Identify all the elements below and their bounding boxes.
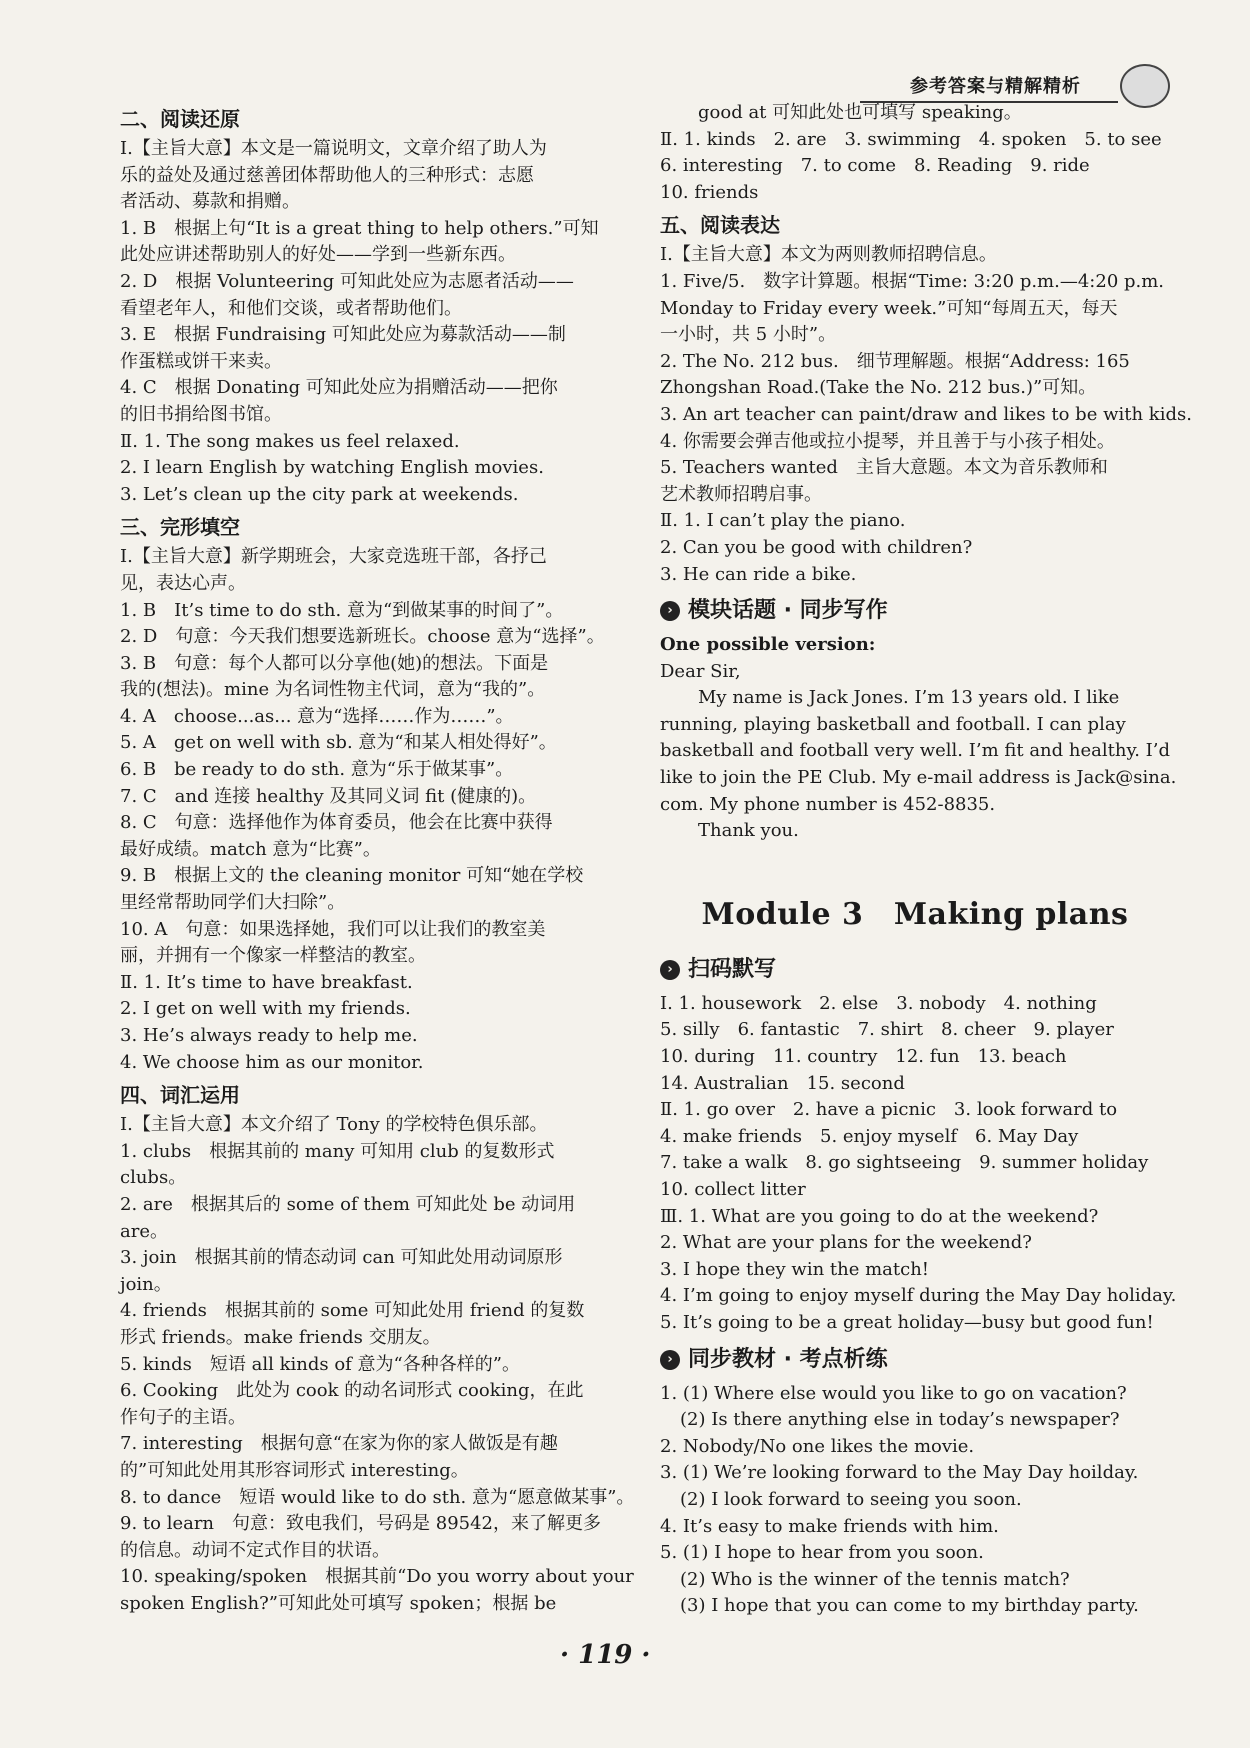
answer-line: join。 — [120, 1273, 172, 1295]
answer-line: 8. to dance 短语 would like to do sth. 意为“愿意做某事”。 — [120, 1486, 635, 1508]
answer-line: 5. (1) I hope to hear from you soon. — [660, 1542, 984, 1564]
answer-line: Ⅱ. 1. The song makes us feel relaxed. — [120, 430, 460, 452]
answer-line: 10. collect litter — [660, 1179, 806, 1200]
answer-line: 10. friends — [660, 181, 759, 203]
right-column — [660, 100, 1192, 1620]
answer-line: 4. I’m going to enjoy myself during the May Day holiday. — [660, 1285, 1177, 1307]
section-heading: 三、完形填空 — [120, 515, 240, 540]
answer-line: 10. during 11. country 12. fun 13. beach — [660, 1046, 1067, 1068]
answer-line: 7. C and 连接 healthy 及其同义词 fit (健康的)。 — [120, 785, 537, 807]
block-heading — [660, 594, 1170, 628]
answer-line: 3. (1) We’re looking forward to the May Day hoilday. — [660, 1462, 1139, 1484]
answer-line: 3. Let’s clean up the city park at weekends. — [120, 483, 519, 505]
answer-line: Ⅱ. 1. go over 2. have a picnic 3. look forward to — [660, 1099, 1118, 1121]
answer-line: Zhongshan Road.(Take the No. 212 bus.)”可知。 — [660, 377, 1097, 399]
answer-line: 4. C 根据 Donating 可知此处应为捐赠活动——把你 — [120, 377, 558, 399]
answer-line: 5. It’s going to be a great holiday—busy but good fun! — [660, 1311, 1154, 1333]
answer-line: 此处应讲述帮助别人的好处——学到一些新东西。 — [120, 244, 516, 266]
answer-line: Dear Sir, — [660, 660, 741, 682]
answer-line: 1. Five/5. 数字计算题。根据“Time: 3:20 p.m.—4:20 p.m. — [660, 270, 1165, 292]
answer-line: Thank you. — [698, 820, 799, 842]
answer-line: 10. speaking/spoken 根据其前“Do you worry about your — [120, 1566, 634, 1588]
answer-line: 见，表达心声。 — [120, 572, 246, 594]
answer-line: Monday to Friday every week.”可知“每周五天，每天 — [660, 297, 1118, 319]
answer-line: 2. The No. 212 bus. 细节理解题。根据“Address: 165 — [660, 350, 1130, 372]
chevron-circle-icon: › — [660, 601, 680, 621]
answer-line: (2) I look forward to seeing you soon. — [680, 1488, 1022, 1510]
answer-line: com. My phone number is 452-8835. — [660, 793, 996, 815]
answer-line: 4. make friends 5. enjoy myself 6. May Day — [660, 1125, 1079, 1147]
answer-line: 2. Can you be good with children? — [660, 536, 973, 558]
section-heading: 四、词汇运用 — [120, 1083, 240, 1108]
answer-line: 者活动、募款和捐赠。 — [120, 191, 300, 213]
answer-line: good at 可知此处也可填写 speaking。 — [698, 102, 1022, 123]
answer-line: 5. A get on well with sb. 意为“和某人相处得好”。 — [120, 732, 557, 754]
answer-line: 2. D 句意：今天我们想要选新班长。choose 意为“选择”。 — [120, 626, 605, 648]
answer-line: 2. D 根据 Volunteering 可知此处应为志愿者活动—— — [120, 270, 574, 292]
answer-line: Ⅰ.【主旨大意】本文为两则教师招聘信息。 — [660, 244, 997, 266]
answer-line: 6. interesting 7. to come 8. Reading 9. ride — [660, 155, 1090, 177]
answer-line: 1. (1) Where else would you like to go on vacation? — [660, 1382, 1127, 1404]
page-header-title: 参考答案与精解精析 — [910, 76, 1081, 97]
answer-line: 一小时，共 5 小时”。 — [660, 324, 837, 346]
block-heading-label: 模块话题 · 同步写作 — [688, 598, 888, 624]
answer-line: Ⅱ. 1. kinds 2. are 3. swimming 4. spoken 5. to see — [660, 128, 1162, 150]
answer-line: 1. clubs 根据其前的 many 可知用 club 的复数形式 — [120, 1140, 555, 1162]
block-heading-label: 扫码默写 — [688, 956, 777, 982]
module-title: Module 3 Making plans — [701, 896, 1129, 932]
page-number: · 119 · — [560, 1640, 651, 1670]
answer-line: 形式 friends。make friends 交朋友。 — [120, 1326, 441, 1348]
answer-line: One possible version: — [660, 634, 876, 656]
answer-line: 7. interesting 根据句意“在家为你的家人做饭是有趣 — [120, 1433, 558, 1455]
block-heading — [660, 953, 1170, 987]
answer-line: clubs。 — [120, 1167, 187, 1189]
answer-line: basketball and football very well. I’m fit and healthy. I’d — [660, 740, 1171, 762]
answer-line: Ⅰ.【主旨大意】本文是一篇说明文，文章介绍了助人为 — [120, 138, 547, 159]
answer-line: (3) I hope that you can come to my birthday party. — [680, 1595, 1139, 1617]
answer-line: 5. kinds 短语 all kinds of 意为“各种各样的”。 — [120, 1353, 520, 1375]
answer-line: 3. I hope they win the match! — [660, 1258, 930, 1280]
answer-line: Ⅰ.【主旨大意】新学期班会，大家竞选班干部，各抒己 — [120, 546, 547, 568]
answer-line: are。 — [120, 1220, 168, 1242]
answer-line: 最好成绩。match 意为“比赛”。 — [120, 838, 381, 860]
answer-line: 的信息。动词不定式作目的状语。 — [120, 1539, 390, 1561]
answer-line: (2) Who is the winner of the tennis match? — [680, 1568, 1070, 1590]
answer-line: 4. 你需要会弹吉他或拉小提琴，并且善于与小孩子相处。 — [660, 430, 1115, 452]
left-column — [120, 100, 635, 1617]
answer-line: 5. Teachers wanted 主旨大意题。本文为音乐教师和 — [660, 457, 1108, 479]
answer-line: 2. are 根据其后的 some of them 可知此处 be 动词用 — [120, 1193, 576, 1215]
answer-line: 4. We choose him as our monitor. — [120, 1051, 424, 1073]
chevron-circle-icon: › — [660, 960, 680, 980]
answer-line: 2. I learn English by watching English movies. — [120, 457, 544, 479]
answer-line: 丽，并拥有一个像家一样整洁的教室。 — [120, 945, 426, 967]
answer-line: My name is Jack Jones. I’m 13 years old. I like — [698, 687, 1120, 709]
answer-line: like to join the PE Club. My e-mail address is Jack@sina. — [660, 767, 1177, 789]
answer-line: 乐的益处及通过慈善团体帮助他人的三种形式：志愿 — [120, 164, 534, 186]
answer-line: 3. He can ride a bike. — [660, 563, 857, 585]
answer-line: 14. Australian 15. second — [660, 1072, 905, 1094]
answer-line: 6. B be ready to do sth. 意为“乐于做某事”。 — [120, 759, 514, 781]
answer-line: 作句子的主语。 — [120, 1406, 246, 1428]
answer-line: 9. B 根据上文的 the cleaning monitor 可知“她在学校 — [120, 865, 584, 887]
answer-line: (2) Is there anything else in today’s newspaper? — [680, 1409, 1120, 1431]
section-heading: 二、阅读还原 — [120, 107, 240, 131]
answer-line: 我的(想法)。mine 为名词性物主代词，意为“我的”。 — [120, 679, 546, 701]
answer-line: 作蛋糕或饼干来卖。 — [120, 350, 282, 372]
answer-line: Ⅱ. 1. It’s time to have breakfast. — [120, 971, 413, 993]
answer-line: 2. What are your plans for the weekend? — [660, 1232, 1032, 1254]
answer-line: 3. He’s always ready to help me. — [120, 1025, 418, 1046]
answer-line: Ⅲ. 1. What are you going to do at the weekend? — [660, 1205, 1099, 1227]
answer-line: spoken English?”可知此处可填写 spoken；根据 be — [120, 1592, 557, 1614]
answer-line: 9. to learn 句意：致电我们，号码是 89542，来了解更多 — [120, 1513, 602, 1535]
answer-line: 3. E 根据 Fundraising 可知此处应为募款活动——制 — [120, 324, 566, 346]
block-heading — [660, 1343, 1170, 1377]
answer-line: 的”可知此处用其形容词形式 interesting。 — [120, 1459, 469, 1481]
answer-line: 1. B 根据上句“It is a great thing to help others.”可知 — [120, 217, 599, 239]
answer-line: 3. B 句意：每个人都可以分享他(她)的想法。下面是 — [120, 652, 549, 674]
answer-line: 1. B It’s time to do sth. 意为“到做某事的时间了”。 — [120, 599, 564, 621]
answer-line: Ⅰ. 1. housework 2. else 3. nobody 4. nothing — [660, 992, 1097, 1014]
answer-line: Ⅱ. 1. I can’t play the piano. — [660, 510, 906, 532]
answer-line: 看望老年人，和他们交谈，或者帮助他们。 — [120, 297, 462, 319]
answer-line: Ⅰ.【主旨大意】本文介绍了 Tony 的学校特色俱乐部。 — [120, 1114, 548, 1136]
section-heading: 五、阅读表达 — [660, 213, 780, 238]
answer-line: 艺术教师招聘启事。 — [660, 483, 822, 505]
answer-line: 2. I get on well with my friends. — [120, 998, 411, 1020]
chevron-circle-icon: › — [660, 1350, 680, 1370]
answer-line: 10. A 句意：如果选择她，我们可以让我们的教室美 — [120, 918, 546, 940]
answer-line: 8. C 句意：选择他作为体育委员，他会在比赛中获得 — [120, 812, 553, 834]
answer-line: 的旧书捐给图书馆。 — [120, 403, 282, 425]
answer-line: 里经常帮助同学们大扫除”。 — [120, 892, 346, 914]
block-heading-label: 同步教材 · 考点析练 — [688, 1346, 888, 1372]
answer-line: 4. A choose...as... 意为“选择……作为……”。 — [120, 705, 514, 727]
answer-line: 7. take a walk 8. go sightseeing 9. summer holiday — [660, 1152, 1149, 1174]
answer-line: 5. silly 6. fantastic 7. shirt 8. cheer 9. player — [660, 1019, 1114, 1041]
answer-line: 2. Nobody/No one likes the movie. — [660, 1435, 975, 1457]
answer-line: 4. It’s easy to make friends with him. — [660, 1515, 999, 1537]
answer-line: running, playing basketball and football. I can play — [660, 713, 1126, 735]
answer-line: 4. friends 根据其前的 some 可知此处用 friend 的复数 — [120, 1300, 585, 1322]
answer-line: 3. An art teacher can paint/draw and likes to be with kids. — [660, 403, 1192, 425]
answer-line: 6. Cooking 此处为 cook 的动名词形式 cooking，在此 — [120, 1380, 584, 1402]
answer-line: 3. join 根据其前的情态动词 can 可知此处用动词原形 — [120, 1247, 563, 1269]
